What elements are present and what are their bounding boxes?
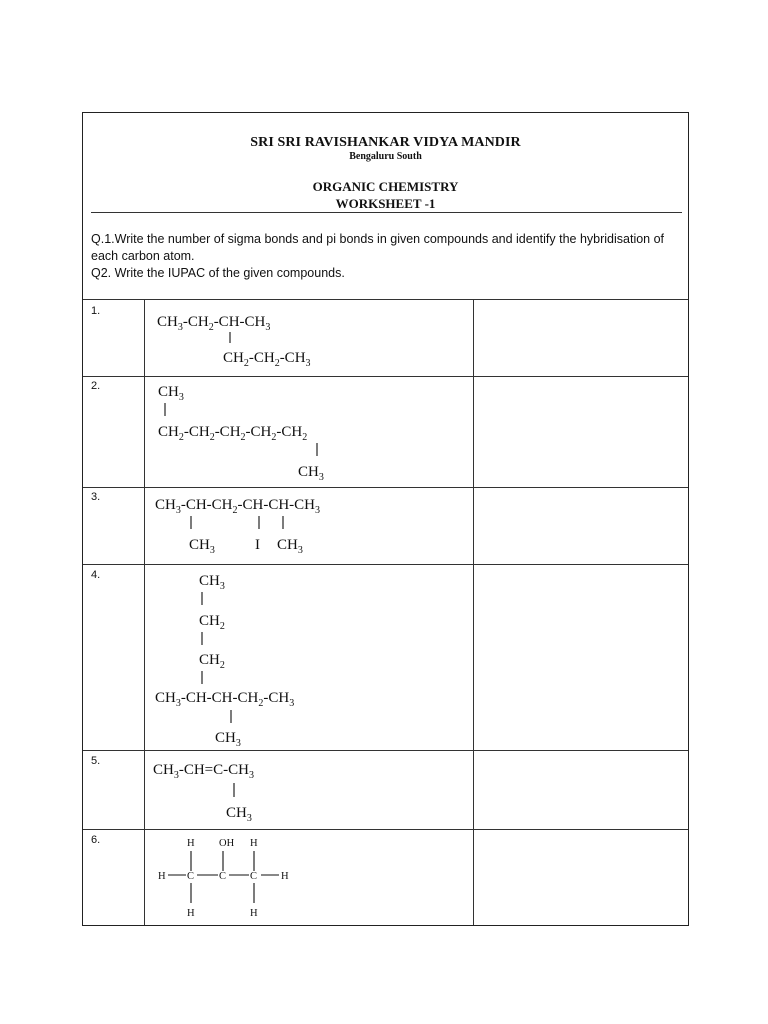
header-divider [91, 212, 682, 213]
row-number: 5. [91, 755, 101, 767]
atom-label: C [219, 871, 227, 882]
questions-block [91, 231, 682, 282]
structure-6 [83, 829, 473, 927]
atom-label: OH [219, 838, 235, 849]
structure-2 [83, 376, 473, 487]
atom-label: H [187, 908, 195, 919]
atom-label: C [250, 871, 258, 882]
atom-label: H [250, 838, 258, 849]
substituent: CH3 [215, 730, 241, 749]
worksheet-title: WORKSHEET -1 [335, 196, 436, 211]
worksheet-header [83, 113, 688, 213]
question-2: Q2. Write the IUPAC of the given compounds. [91, 266, 345, 280]
chain-carbon: CH3 [199, 573, 225, 592]
school-name: SRI SRI RAVISHANKAR VIDYA MANDIR [250, 135, 521, 150]
subject-title: ORGANIC CHEMISTRY [312, 179, 459, 194]
row-number: 6. [91, 834, 101, 846]
atom-label: H [281, 871, 289, 882]
row-number: 2. [91, 380, 101, 392]
substituent: CH3 [226, 805, 252, 824]
atom-label: H [187, 838, 195, 849]
formula-main: CH3-CH=C-CH3 [153, 762, 254, 781]
formula-main: CH3-CH-CH-CH2-CH3 [155, 690, 295, 709]
chain-carbon: CH2 [199, 652, 225, 671]
row-number: 4. [91, 569, 101, 581]
substituent: CH3 [189, 537, 215, 556]
chain-carbon: CH2 [199, 613, 225, 632]
row-number: 3. [91, 491, 101, 503]
formula-main: CH2-CH2-CH2-CH2-CH2 [158, 424, 308, 443]
school-branch: Bengaluru South [349, 151, 422, 162]
question-1: Q.1.Write the number of sigma bonds and pi bonds in given compounds and identify the hybridisation of each carbon atom. [91, 232, 665, 263]
atom-label: H [158, 871, 166, 882]
column-divider [473, 299, 474, 925]
structure-4 [83, 564, 473, 750]
worksheet-page [82, 112, 689, 926]
structure-5 [83, 750, 473, 829]
formula-main: CH3-CH-CH2-CH-CH-CH3 [155, 497, 321, 516]
formula-branch: CH2-CH2-CH3 [223, 350, 311, 369]
formula-top: CH3 [158, 384, 184, 403]
atom-label: C [187, 871, 195, 882]
atom-label: H [250, 908, 258, 919]
structure-3 [83, 487, 473, 564]
substituent: I [255, 537, 260, 553]
structure-1 [83, 299, 473, 376]
formula-bottom: CH3 [298, 464, 324, 483]
row-number: 1. [91, 305, 101, 317]
substituent: CH3 [277, 537, 303, 556]
formula-main: CH3-CH2-CH-CH3 [157, 314, 271, 333]
